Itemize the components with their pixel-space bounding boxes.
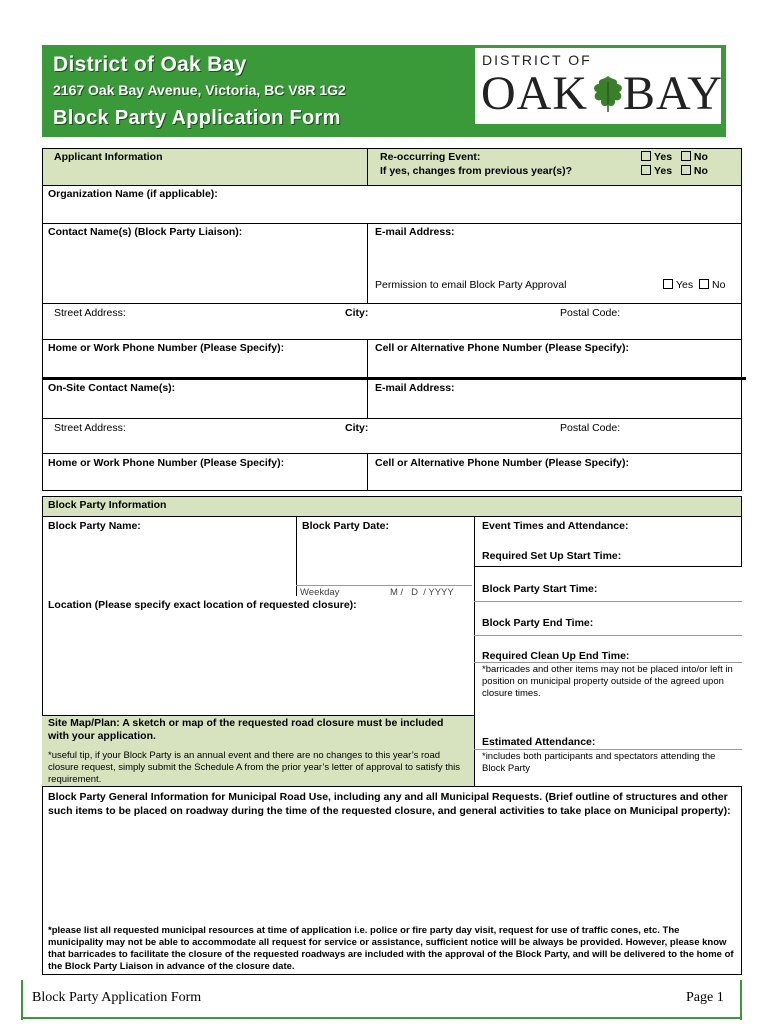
date-weekday-hint: Weekday (300, 587, 340, 598)
onsite-email-field[interactable] (370, 395, 738, 415)
address-field[interactable] (43, 320, 740, 336)
footer-title: Block Party Application Form (32, 990, 202, 1005)
changes-options (641, 165, 708, 177)
org-name-field[interactable] (43, 200, 740, 220)
cleanup-time-label: Required Clean Up End Time: (482, 650, 630, 662)
changes-no-checkbox[interactable] (681, 165, 691, 175)
block-party-date-field[interactable] (298, 534, 470, 584)
changes-no-label: No (693, 165, 708, 177)
permission-no-checkbox[interactable] (699, 279, 709, 289)
onsite-cell-label: Cell or Alternative Phone Number (Please Specify): (375, 457, 630, 469)
cleanup-note: *barricades and other items may not be placed into/or left in position on municipal property outside of the agreed upon closure times. (482, 664, 733, 699)
onsite-city-label: City: (345, 422, 369, 434)
onsite-postal-label: Postal Code: (560, 422, 621, 434)
onsite-cell-field[interactable] (370, 470, 738, 488)
permission-yes-label: Yes (676, 279, 694, 291)
footer-page-number: Page 1 (686, 990, 724, 1005)
cell-phone-field[interactable] (370, 355, 738, 375)
onsite-address-field[interactable] (43, 435, 740, 451)
email-field[interactable] (370, 240, 738, 270)
recurring-no-label: No (693, 151, 708, 163)
date-format-hint: M / D / YYYY (390, 587, 454, 598)
location-label: Location (Please specify exact location of requested closure): (48, 599, 357, 611)
onsite-phone-label: Home or Work Phone Number (Please Specify): (48, 457, 285, 469)
permission-no-label: No (711, 279, 726, 291)
site-map-tip: *useful tip, if your Block Party is an annual event and there are no changes to this year’s road closure request, simply submit the Schedule A from the prior year’s letter of approval to satisfy this requirement. (48, 750, 461, 785)
block-party-name-label: Block Party Name: (48, 520, 141, 532)
block-party-name-field[interactable] (43, 534, 293, 594)
logo-right-text: BAY (623, 67, 723, 120)
onsite-contact-label: On-Site Contact Name(s): (48, 382, 176, 394)
postal-code-label: Postal Code: (560, 307, 621, 319)
oak-leaf-icon (590, 74, 626, 114)
onsite-email-label: E-mail Address: (375, 382, 455, 394)
changes-yes-checkbox[interactable] (641, 165, 651, 175)
phone-label: Home or Work Phone Number (Please Specify): (48, 342, 285, 354)
start-time-label: Block Party Start Time: (482, 583, 598, 595)
footer-right-rule (740, 980, 742, 1020)
email-label: E-mail Address: (375, 226, 455, 238)
street-address-label: Street Address: (54, 307, 126, 319)
email-permission-label: Permission to email Block Party Approval (375, 279, 567, 291)
location-field[interactable] (43, 613, 471, 713)
footer-bottom-rule (23, 1017, 740, 1019)
block-party-date-label: Block Party Date: (302, 520, 389, 532)
recurring-label: Re-occurring Event: (380, 151, 481, 163)
cell-phone-label: Cell or Alternative Phone Number (Please Specify): (375, 342, 630, 354)
recurring-yes-checkbox[interactable] (641, 151, 651, 161)
event-times-label: Event Times and Attendance: (482, 520, 629, 532)
logo-left-text: OAK (481, 67, 588, 120)
org-name-label: Organization Name (if applicable): (48, 188, 218, 200)
email-permission-options (663, 279, 725, 291)
onsite-street-label: Street Address: (54, 422, 126, 434)
form-title: Block Party Application Form (53, 107, 341, 129)
phone-field[interactable] (43, 355, 365, 375)
general-info-label: Block Party General Information for Municipal Road Use, including any and all Municipal Requests. (Brief outline of structures and other such items to be placed on roadway during the time of the requested closure, and general activities to take place on Municipal property): (48, 791, 731, 817)
recurring-yes-label: Yes (654, 151, 673, 163)
changes-label: If yes, changes from previous year(s)? (380, 165, 572, 177)
onsite-phone-field[interactable] (43, 470, 365, 488)
attendance-note: *includes both participants and spectators attending the Block Party (482, 751, 716, 774)
general-info-note: *please list all requested municipal resources at time of application i.e. police or fire party day visit, request for use of traffic cones, etc. The municipality may not be able to accommodate all request for service or assistance, sufficient notice will be always be provided. However, please know that barricades to facilitate the closure of the requested roadways are included with the approval of the Block Party, and will be delivered to the home of the Block Party Liaison in advance of the closure date. (48, 925, 734, 972)
onsite-contact-field[interactable] (43, 395, 365, 415)
site-map-label: Site Map/Plan: A sketch or map of the requested road closure must be included with your application. (48, 717, 444, 742)
org-name: District of Oak Bay (53, 53, 247, 76)
general-info-field[interactable] (43, 836, 740, 918)
contact-name-label: Contact Name(s) (Block Party Liaison): (48, 226, 243, 238)
applicant-section-label: Applicant Information (54, 151, 163, 163)
end-time-label: Block Party End Time: (482, 617, 594, 629)
form-header (42, 45, 726, 137)
contact-name-field[interactable] (43, 240, 365, 300)
block-party-section-label: Block Party Information (48, 499, 167, 511)
changes-yes-label: Yes (654, 165, 673, 177)
recurring-options (641, 151, 708, 163)
setup-time-label: Required Set Up Start Time: (482, 550, 622, 562)
oak-bay-logo (475, 48, 721, 124)
permission-yes-checkbox[interactable] (663, 279, 673, 289)
attendance-label: Estimated Attendance: (482, 736, 596, 748)
footer-left-rule (21, 980, 23, 1020)
recurring-no-checkbox[interactable] (681, 151, 691, 161)
logo-top-text: DISTRICT OF (482, 52, 592, 68)
city-label: City: (345, 307, 369, 319)
org-address: 2167 Oak Bay Avenue, Victoria, BC V8R 1G2 (53, 82, 346, 98)
